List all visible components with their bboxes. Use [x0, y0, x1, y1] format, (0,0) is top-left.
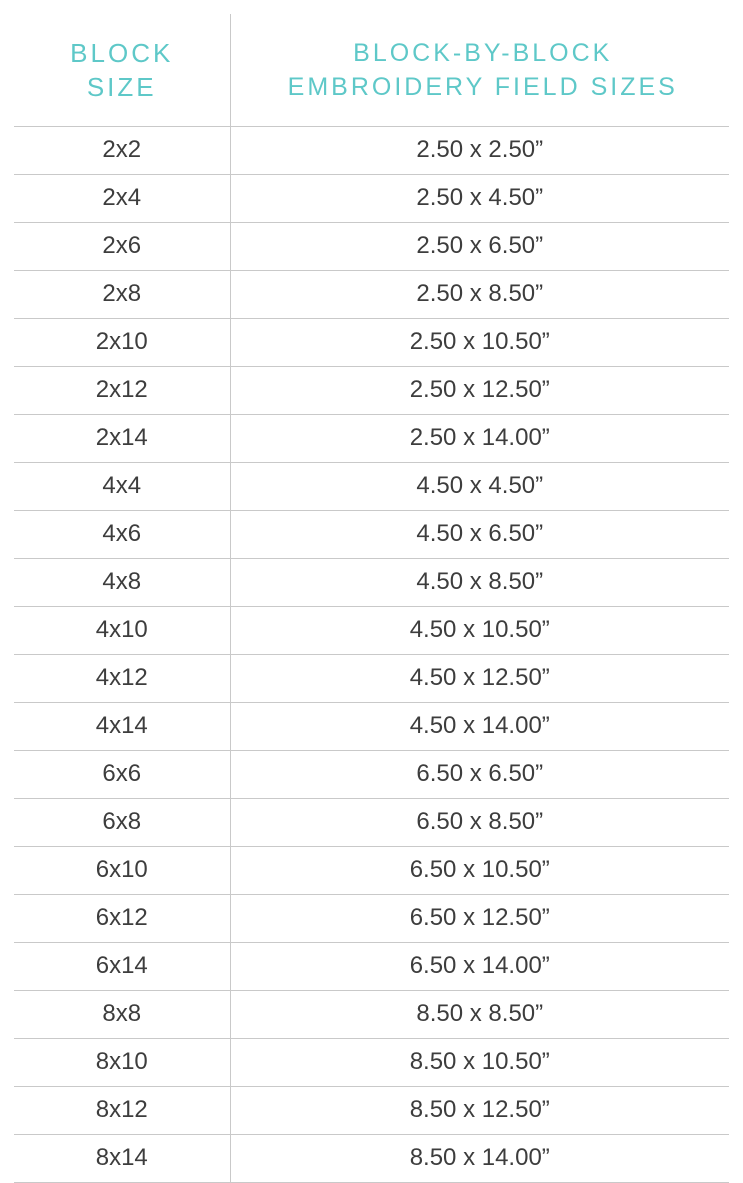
table-header [14, 14, 729, 127]
cell-field-size: 8.50 x 14.00” [409, 1144, 550, 1171]
cell-field-size: 6.50 x 6.50” [230, 751, 729, 799]
table-row [14, 463, 729, 511]
cell-field-size: 2.50 x 12.50” [230, 367, 729, 415]
cell-block-size: 4x8 [14, 559, 230, 607]
cell-field-size: 2.50 x 8.50” [230, 271, 729, 319]
table-row [14, 559, 729, 607]
cell-block-size: 6x14 [14, 943, 230, 991]
cell-block-size: 4x4 [14, 463, 230, 511]
cell-field-size: 2.50 x 2.50” [230, 127, 729, 175]
column-header-field-sizes-line1: BLOCK-BY-BLOCK [353, 39, 613, 67]
column-header-field-sizes [230, 14, 729, 127]
table-row [14, 271, 729, 319]
cell-field-size: 8.50 x 10.50” [230, 1039, 729, 1087]
cell-field-size: 4.50 x 14.00” [230, 703, 729, 751]
cell-block-size: 2x12 [14, 367, 230, 415]
table-row [14, 511, 729, 559]
table-row [14, 607, 729, 655]
cell-block-size: 2x4 [14, 175, 230, 223]
cell-field-size: 8.50 x 12.50” [230, 1087, 729, 1135]
cell-block-size: 4x6 [14, 511, 230, 559]
cell-field-size: 8.50 x 8.50” [230, 991, 729, 1039]
table-row [14, 751, 729, 799]
cell-field-size: 6.50 x 8.50” [230, 799, 729, 847]
cell-block-size: 6x6 [14, 751, 230, 799]
cell-block-size: 4x10 [14, 607, 230, 655]
cell-block-size: 8x8 [14, 991, 230, 1039]
cell-field-size: 6.50 x 10.50” [230, 847, 729, 895]
embroidery-field-size-table [14, 14, 729, 1182]
table-body [14, 127, 729, 1183]
table-row [14, 1087, 729, 1135]
cell-field-size: 6.50 x 12.50” [230, 895, 729, 943]
cell-block-size: 2x10 [14, 319, 230, 367]
cell-block-size: 2x14 [14, 415, 230, 463]
cell-block-size: 2x6 [14, 223, 230, 271]
cell-field-size: 4.50 x 4.50” [230, 463, 729, 511]
cell-block-size: 4x12 [14, 655, 230, 703]
table-row [14, 175, 729, 223]
table-row [14, 367, 729, 415]
cell-field-size: 4.50 x 12.50” [230, 655, 729, 703]
table-row [14, 1039, 729, 1087]
column-header-block-size [14, 14, 230, 127]
cell-block-size: 8x14 [14, 1135, 230, 1183]
cell-field-size: 2.50 x 4.50” [230, 175, 729, 223]
cell-block-size: 6x10 [14, 847, 230, 895]
cell-field-size: 4.50 x 8.50” [230, 559, 729, 607]
table-row [14, 895, 729, 943]
cell-block-size: 2x8 [14, 271, 230, 319]
table-row [14, 991, 729, 1039]
column-header-block-size-line1: BLOCK [70, 38, 174, 68]
table-row [14, 655, 729, 703]
cell-field-size: 4.50 x 6.50” [230, 511, 729, 559]
cell-field-size: 4.50 x 10.50” [230, 607, 729, 655]
table-row [14, 1135, 729, 1183]
cell-block-size: 8x10 [14, 1039, 230, 1087]
cell-field-size: 2.50 x 6.50” [230, 223, 729, 271]
table-row [14, 847, 729, 895]
cell-field-size: 2.50 x 14.00” [230, 415, 729, 463]
table-row [14, 319, 729, 367]
cell-block-size: 8x12 [14, 1087, 230, 1135]
cell-field-size: 6.50 x 14.00” [230, 943, 729, 991]
table-row [14, 943, 729, 991]
table-row [14, 799, 729, 847]
cell-block-size: 4x14 [14, 703, 230, 751]
column-header-field-sizes-line2: EMBROIDERY FIELD SIZES [287, 73, 678, 101]
table-row [14, 415, 729, 463]
table-header-row [14, 14, 729, 127]
table-row [14, 223, 729, 271]
table-row [14, 703, 729, 751]
cell-block-size: 2x2 [14, 127, 230, 175]
cell-field-size: 2.50 x 10.50” [230, 319, 729, 367]
cell-block-size: 6x8 [14, 799, 230, 847]
column-header-block-size-line2: SIZE [86, 72, 157, 102]
cell-block-size: 6x12 [14, 895, 230, 943]
table-row [14, 127, 729, 175]
